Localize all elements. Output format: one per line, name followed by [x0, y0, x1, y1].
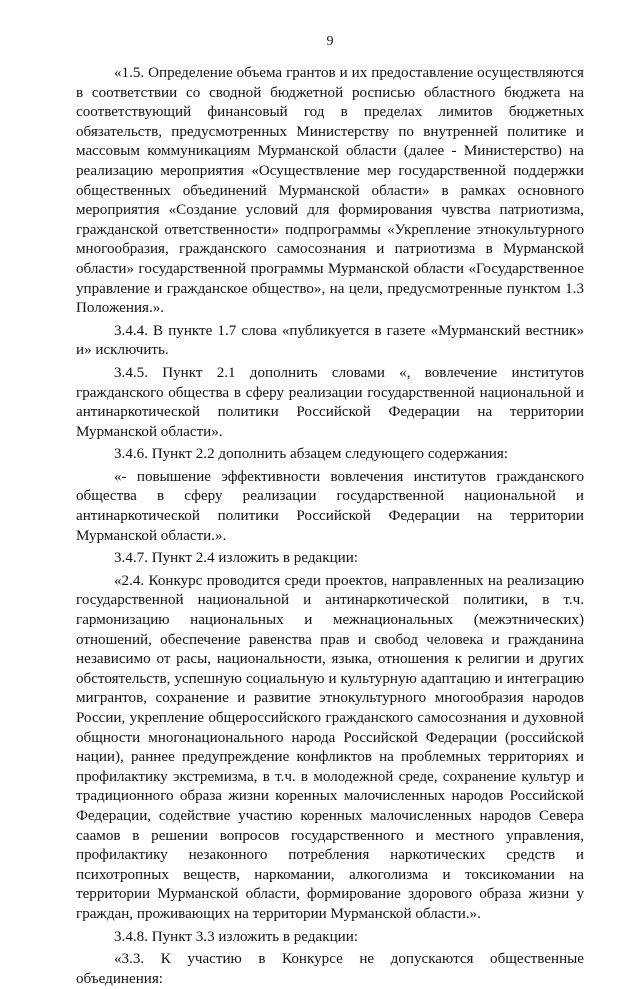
- paragraph-3-4-5: 3.4.5. Пункт 2.1 дополнить словами «, вовлечение институтов гражданского общества в сферу реализации государственной национальной и антинаркотической политики Российской Федерации на территории Мурманской области».: [76, 364, 584, 440]
- paragraph-3-3: «3.3. К участию в Конкурсе не допускаются общественные объединения:: [76, 951, 584, 987]
- paragraph-quote-2-2: «- повышение эффективности вовлечения институтов гражданского общества в сферу реализации государственной национальной и антинаркотической политики Российской Федерации на территории Мурманской области.».: [76, 468, 584, 544]
- paragraph-3-4-7: 3.4.7. Пункт 2.4 изложить в редакции:: [114, 550, 358, 567]
- paragraph-3-4-6: 3.4.6. Пункт 2.2 дополнить абзацем следующего содержания:: [114, 446, 508, 463]
- page-number: 9: [326, 34, 334, 49]
- paragraph-3-4-4: 3.4.4. В пункте 1.7 слова «публикуется в газете «Мурманский вестник» и» исключить.: [76, 322, 584, 359]
- paragraph-3-4-8: 3.4.8. Пункт 3.3 изложить в редакции:: [114, 928, 358, 945]
- paragraph-2-4: «2.4. Конкурс проводится среди проектов, направленных на реализацию государственной национальной и антинаркотической политики, в т.ч. гармонизацию национальных и межнациональных (межэтнических) отношений, обеспечение равенства прав и свобод человека и гражданина независимо от расы, национальности, языка, отношения к религии и других обстоятельств, успешную социальную и культурную адаптацию и интеграцию мигрантов, сохранение и развитие этнокультурного многообразия народов России, укрепление общероссийского гражданского самосознания и духовной общности многонационального народа Российской Федерации (российской нации), раннее предупреждение конфликтов на проблемных территориях и профилактику экстремизма, в т.ч. в молодежной среде, сохранение культур и традиционного образа жизни коренных малочисленных народов Российской Федерации, содействие участию коренных малочисленных народов Севера саамов в решении вопросов государственного и местного управления, профилактику незаконного потребления наркотических средств и психотропных веществ, наркомании, алкоголизма и токсикомании на территории Мурманской области, формирование здорового образа жизни у граждан, проживающих на территории Мурманской области.».: [76, 572, 584, 922]
- paragraph-1-5: «1.5. Определение объема грантов и их предоставление осуществляются в соответствии со сводной бюджетной росписью областного бюджета на соответствующий финансовый год в пределах лимитов бюджетных обязательств, предусмотренных Министерству по внутренней политике и массовым коммуникациям Мурманской области (далее - Министерство) на реализацию мероприятия «Осуществление мер государственной поддержки общественных объединений Мурманской области» в рамках основного мероприятия «Создание условий для формирования чувства патриотизма, гражданской ответственности» подпрограммы «Укрепление этнокультурного многообразия, гражданского самосознания и патриотизма в Мурманской области» государственной программы Мурманской области «Государственное управление и гражданское общество», на цели, предусмотренные пунктом 1.3 Положения.».: [76, 65, 584, 317]
